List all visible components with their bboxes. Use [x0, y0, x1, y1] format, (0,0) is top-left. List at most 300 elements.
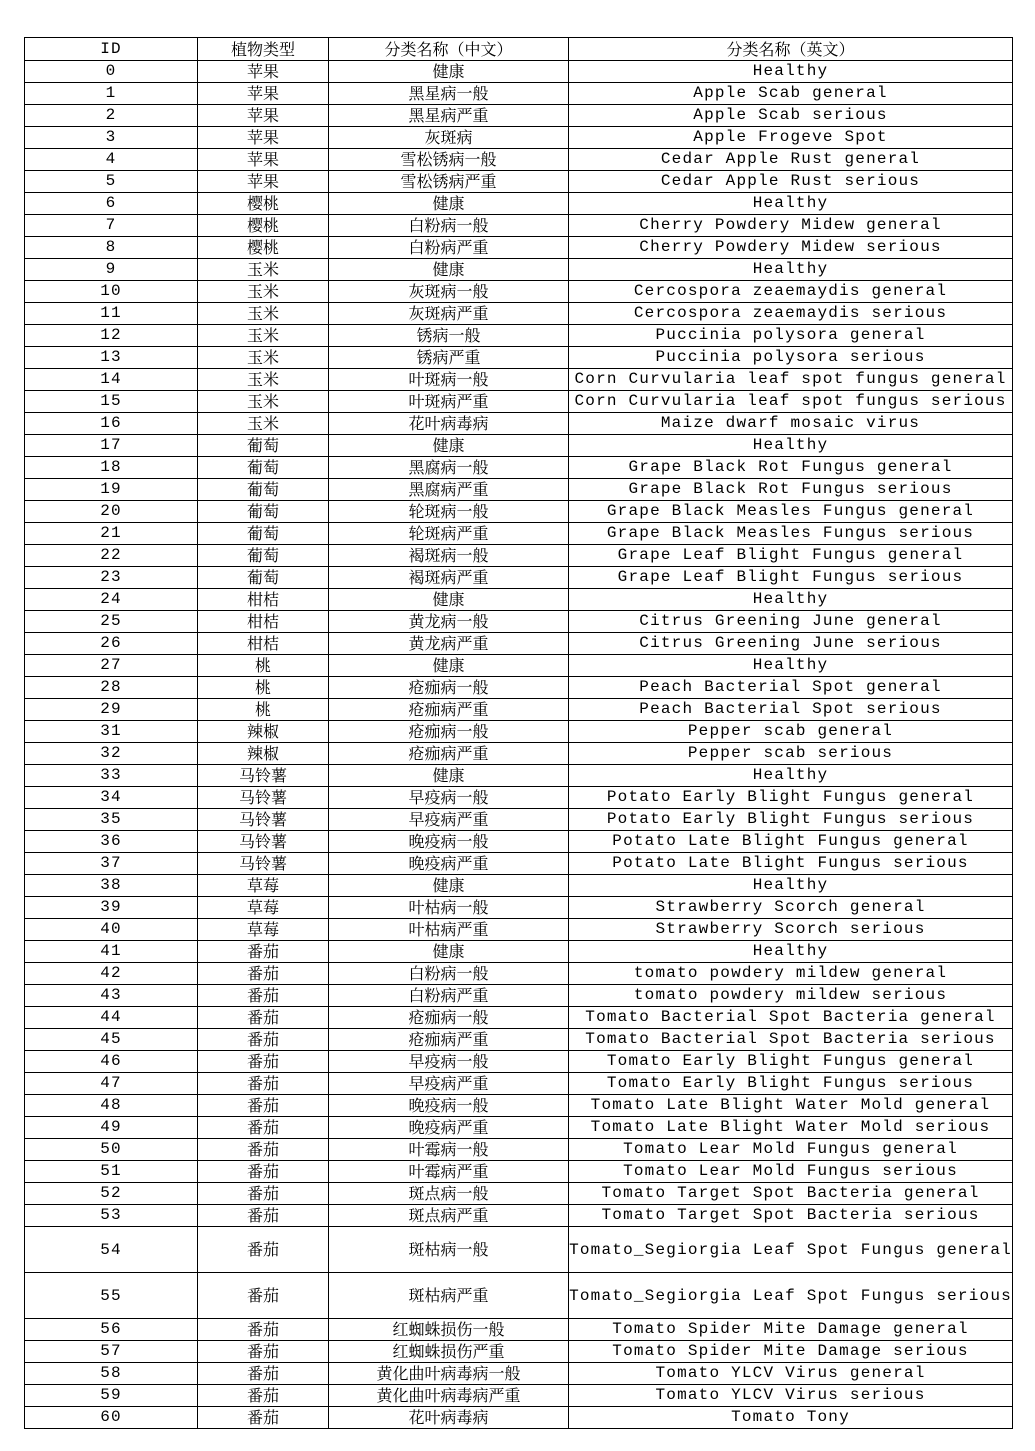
cell-name-chinese: 叶枯病一般	[329, 897, 569, 919]
cell-name-english: Healthy	[569, 875, 1013, 897]
cell-plant-type: 苹果	[198, 105, 329, 127]
disease-class-table	[24, 37, 1013, 1429]
table-row	[25, 413, 1013, 435]
table-row	[25, 105, 1013, 127]
table-row	[25, 457, 1013, 479]
cell-name-chinese: 疮痂病严重	[329, 699, 569, 721]
cell-id: 18	[25, 457, 198, 479]
cell-plant-type: 葡萄	[198, 567, 329, 589]
cell-name-english: Citrus Greening June serious	[569, 633, 1013, 655]
cell-plant-type: 苹果	[198, 171, 329, 193]
cell-plant-type: 桃	[198, 677, 329, 699]
cell-id: 54	[25, 1227, 198, 1273]
table-row	[25, 1029, 1013, 1051]
cell-plant-type: 番茄	[198, 1095, 329, 1117]
cell-name-english: Cedar Apple Rust serious	[569, 171, 1013, 193]
table-row	[25, 875, 1013, 897]
cell-plant-type: 柑桔	[198, 611, 329, 633]
cell-plant-type: 桃	[198, 699, 329, 721]
cell-id: 28	[25, 677, 198, 699]
cell-name-chinese: 疮痂病一般	[329, 677, 569, 699]
table-row	[25, 281, 1013, 303]
cell-name-chinese: 锈病严重	[329, 347, 569, 369]
cell-plant-type: 番茄	[198, 1319, 329, 1341]
table-row	[25, 237, 1013, 259]
cell-id: 36	[25, 831, 198, 853]
cell-plant-type: 番茄	[198, 1029, 329, 1051]
cell-id: 3	[25, 127, 198, 149]
cell-plant-type: 番茄	[198, 963, 329, 985]
cell-name-chinese: 雪松锈病严重	[329, 171, 569, 193]
table-row	[25, 1227, 1013, 1273]
cell-name-chinese: 健康	[329, 875, 569, 897]
table-row	[25, 501, 1013, 523]
header-name-english: 分类名称（英文）	[569, 38, 1013, 61]
cell-id: 45	[25, 1029, 198, 1051]
table-row	[25, 215, 1013, 237]
cell-id: 23	[25, 567, 198, 589]
cell-plant-type: 苹果	[198, 83, 329, 105]
table-row	[25, 1051, 1013, 1073]
cell-name-chinese: 早疫病严重	[329, 809, 569, 831]
cell-plant-type: 樱桃	[198, 193, 329, 215]
table-row	[25, 1139, 1013, 1161]
cell-plant-type: 番茄	[198, 1161, 329, 1183]
cell-name-english: Grape Black Rot Fungus serious	[569, 479, 1013, 501]
cell-name-chinese: 疮痂病一般	[329, 1007, 569, 1029]
cell-name-english: Cherry Powdery Midew general	[569, 215, 1013, 237]
cell-id: 42	[25, 963, 198, 985]
cell-name-english: Puccinia polysora general	[569, 325, 1013, 347]
cell-id: 33	[25, 765, 198, 787]
table-row	[25, 1073, 1013, 1095]
cell-plant-type: 番茄	[198, 1139, 329, 1161]
cell-plant-type: 番茄	[198, 1073, 329, 1095]
table-row	[25, 655, 1013, 677]
table-row	[25, 149, 1013, 171]
cell-name-chinese: 叶枯病严重	[329, 919, 569, 941]
cell-name-chinese: 红蜘蛛损伤一般	[329, 1319, 569, 1341]
cell-name-chinese: 斑点病一般	[329, 1183, 569, 1205]
cell-plant-type: 马铃薯	[198, 853, 329, 875]
cell-name-chinese: 白粉病严重	[329, 985, 569, 1007]
cell-name-english: Apple Scab general	[569, 83, 1013, 105]
cell-plant-type: 番茄	[198, 1051, 329, 1073]
cell-name-chinese: 疮痂病严重	[329, 1029, 569, 1051]
table-row	[25, 743, 1013, 765]
table-row	[25, 1007, 1013, 1029]
cell-id: 8	[25, 237, 198, 259]
cell-name-english: Grape Black Rot Fungus general	[569, 457, 1013, 479]
cell-plant-type: 苹果	[198, 149, 329, 171]
cell-name-english: Grape Leaf Blight Fungus serious	[569, 567, 1013, 589]
cell-id: 32	[25, 743, 198, 765]
table-row	[25, 699, 1013, 721]
cell-id: 16	[25, 413, 198, 435]
cell-id: 34	[25, 787, 198, 809]
cell-id: 40	[25, 919, 198, 941]
table-row	[25, 1161, 1013, 1183]
cell-name-english: Potato Late Blight Fungus general	[569, 831, 1013, 853]
cell-name-english: Healthy	[569, 259, 1013, 281]
cell-plant-type: 玉米	[198, 347, 329, 369]
cell-name-chinese: 白粉病一般	[329, 215, 569, 237]
cell-id: 48	[25, 1095, 198, 1117]
cell-name-chinese: 健康	[329, 589, 569, 611]
cell-plant-type: 玉米	[198, 259, 329, 281]
cell-name-english: Strawberry Scorch general	[569, 897, 1013, 919]
cell-name-chinese: 晚疫病一般	[329, 831, 569, 853]
cell-name-english: Maize dwarf mosaic virus	[569, 413, 1013, 435]
table-row	[25, 919, 1013, 941]
cell-name-english: Puccinia polysora serious	[569, 347, 1013, 369]
table-row	[25, 677, 1013, 699]
cell-id: 31	[25, 721, 198, 743]
table-row	[25, 1183, 1013, 1205]
cell-plant-type: 柑桔	[198, 633, 329, 655]
cell-id: 46	[25, 1051, 198, 1073]
cell-name-english: Tomato_Segiorgia Leaf Spot Fungus general	[569, 1227, 1013, 1273]
cell-id: 51	[25, 1161, 198, 1183]
table-row	[25, 61, 1013, 83]
cell-name-chinese: 黑腐病一般	[329, 457, 569, 479]
cell-name-english: Grape Black Measles Fungus general	[569, 501, 1013, 523]
cell-id: 22	[25, 545, 198, 567]
cell-name-chinese: 灰斑病一般	[329, 281, 569, 303]
table-row	[25, 1205, 1013, 1227]
cell-name-chinese: 叶霉病严重	[329, 1161, 569, 1183]
cell-name-chinese: 褐斑病严重	[329, 567, 569, 589]
table-row	[25, 589, 1013, 611]
cell-name-chinese: 黑星病严重	[329, 105, 569, 127]
cell-plant-type: 番茄	[198, 1385, 329, 1407]
table-row	[25, 1363, 1013, 1385]
cell-name-english: Healthy	[569, 589, 1013, 611]
cell-name-english: Tomato Early Blight Fungus serious	[569, 1073, 1013, 1095]
cell-name-chinese: 早疫病一般	[329, 1051, 569, 1073]
cell-id: 12	[25, 325, 198, 347]
cell-name-english: Tomato Spider Mite Damage general	[569, 1319, 1013, 1341]
cell-plant-type: 番茄	[198, 1227, 329, 1273]
table-row	[25, 567, 1013, 589]
cell-id: 10	[25, 281, 198, 303]
table-row	[25, 1341, 1013, 1363]
cell-name-chinese: 晚疫病严重	[329, 853, 569, 875]
cell-plant-type: 番茄	[198, 985, 329, 1007]
cell-plant-type: 玉米	[198, 391, 329, 413]
cell-name-chinese: 花叶病毒病	[329, 413, 569, 435]
cell-id: 41	[25, 941, 198, 963]
table-row	[25, 171, 1013, 193]
table-row	[25, 1273, 1013, 1319]
cell-plant-type: 桃	[198, 655, 329, 677]
cell-id: 43	[25, 985, 198, 1007]
cell-plant-type: 草莓	[198, 875, 329, 897]
cell-id: 52	[25, 1183, 198, 1205]
cell-id: 47	[25, 1073, 198, 1095]
table-row	[25, 391, 1013, 413]
cell-name-chinese: 黑星病一般	[329, 83, 569, 105]
cell-name-english: Tomato Lear Mold Fungus serious	[569, 1161, 1013, 1183]
cell-name-chinese: 锈病一般	[329, 325, 569, 347]
cell-name-chinese: 叶斑病严重	[329, 391, 569, 413]
cell-name-english: Tomato Late Blight Water Mold serious	[569, 1117, 1013, 1139]
cell-plant-type: 番茄	[198, 1183, 329, 1205]
cell-name-chinese: 疮痂病一般	[329, 721, 569, 743]
cell-name-chinese: 轮斑病严重	[329, 523, 569, 545]
cell-id: 56	[25, 1319, 198, 1341]
table-row	[25, 435, 1013, 457]
cell-id: 37	[25, 853, 198, 875]
cell-name-english: Tomato Tony	[569, 1407, 1013, 1429]
cell-name-english: Tomato_Segiorgia Leaf Spot Fungus serious	[569, 1273, 1013, 1319]
cell-plant-type: 葡萄	[198, 479, 329, 501]
cell-name-english: Grape Black Measles Fungus serious	[569, 523, 1013, 545]
cell-name-english: Tomato YLCV Virus general	[569, 1363, 1013, 1385]
cell-name-english: Cherry Powdery Midew serious	[569, 237, 1013, 259]
table-header-row	[25, 38, 1013, 61]
cell-name-chinese: 灰斑病	[329, 127, 569, 149]
cell-id: 21	[25, 523, 198, 545]
cell-name-english: Apple Scab serious	[569, 105, 1013, 127]
cell-name-chinese: 早疫病严重	[329, 1073, 569, 1095]
table-row	[25, 831, 1013, 853]
table-row	[25, 303, 1013, 325]
table-row	[25, 963, 1013, 985]
cell-id: 15	[25, 391, 198, 413]
table-row	[25, 545, 1013, 567]
cell-plant-type: 番茄	[198, 1117, 329, 1139]
cell-name-chinese: 叶霉病一般	[329, 1139, 569, 1161]
table-row	[25, 325, 1013, 347]
cell-plant-type: 番茄	[198, 1363, 329, 1385]
table-row	[25, 721, 1013, 743]
cell-name-chinese: 健康	[329, 765, 569, 787]
cell-id: 13	[25, 347, 198, 369]
cell-plant-type: 番茄	[198, 1407, 329, 1429]
table-row	[25, 765, 1013, 787]
cell-name-chinese: 健康	[329, 259, 569, 281]
cell-id: 29	[25, 699, 198, 721]
cell-plant-type: 樱桃	[198, 237, 329, 259]
cell-plant-type: 番茄	[198, 1341, 329, 1363]
cell-plant-type: 马铃薯	[198, 831, 329, 853]
cell-id: 0	[25, 61, 198, 83]
cell-plant-type: 葡萄	[198, 457, 329, 479]
cell-name-chinese: 红蜘蛛损伤严重	[329, 1341, 569, 1363]
cell-name-english: Cedar Apple Rust general	[569, 149, 1013, 171]
cell-name-chinese: 黄龙病严重	[329, 633, 569, 655]
cell-name-chinese: 健康	[329, 193, 569, 215]
cell-id: 11	[25, 303, 198, 325]
table-row	[25, 1385, 1013, 1407]
header-name-chinese: 分类名称（中文）	[329, 38, 569, 61]
cell-id: 60	[25, 1407, 198, 1429]
cell-name-chinese: 晚疫病一般	[329, 1095, 569, 1117]
cell-id: 59	[25, 1385, 198, 1407]
cell-plant-type: 马铃薯	[198, 787, 329, 809]
cell-name-chinese: 黑腐病严重	[329, 479, 569, 501]
table-row	[25, 83, 1013, 105]
table-row	[25, 523, 1013, 545]
cell-plant-type: 葡萄	[198, 545, 329, 567]
cell-id: 25	[25, 611, 198, 633]
cell-name-english: Citrus Greening June general	[569, 611, 1013, 633]
cell-id: 19	[25, 479, 198, 501]
cell-plant-type: 草莓	[198, 897, 329, 919]
header-id: ID	[25, 38, 198, 61]
cell-name-chinese: 白粉病严重	[329, 237, 569, 259]
cell-id: 2	[25, 105, 198, 127]
table-row	[25, 985, 1013, 1007]
header-plant-type: 植物类型	[198, 38, 329, 61]
table-row	[25, 809, 1013, 831]
cell-name-chinese: 健康	[329, 435, 569, 457]
cell-id: 50	[25, 1139, 198, 1161]
cell-name-english: Tomato Target Spot Bacteria general	[569, 1183, 1013, 1205]
cell-name-english: Tomato Bacterial Spot Bacteria serious	[569, 1029, 1013, 1051]
cell-name-chinese: 雪松锈病一般	[329, 149, 569, 171]
table-body	[25, 61, 1013, 1429]
cell-name-english: Potato Late Blight Fungus serious	[569, 853, 1013, 875]
cell-name-chinese: 晚疫病严重	[329, 1117, 569, 1139]
cell-name-english: Corn Curvularia leaf spot fungus general	[569, 369, 1013, 391]
cell-name-english: Potato Early Blight Fungus serious	[569, 809, 1013, 831]
cell-id: 7	[25, 215, 198, 237]
cell-plant-type: 番茄	[198, 941, 329, 963]
cell-plant-type: 草莓	[198, 919, 329, 941]
cell-plant-type: 柑桔	[198, 589, 329, 611]
table-row	[25, 633, 1013, 655]
cell-name-english: Tomato Late Blight Water Mold general	[569, 1095, 1013, 1117]
cell-name-chinese: 斑枯病一般	[329, 1227, 569, 1273]
cell-name-chinese: 花叶病毒病	[329, 1407, 569, 1429]
cell-id: 55	[25, 1273, 198, 1319]
cell-name-chinese: 白粉病一般	[329, 963, 569, 985]
cell-plant-type: 葡萄	[198, 435, 329, 457]
cell-plant-type: 樱桃	[198, 215, 329, 237]
cell-name-english: Cercospora zeaemaydis general	[569, 281, 1013, 303]
cell-id: 24	[25, 589, 198, 611]
cell-name-english: Healthy	[569, 435, 1013, 457]
cell-plant-type: 马铃薯	[198, 809, 329, 831]
cell-name-chinese: 健康	[329, 61, 569, 83]
cell-id: 9	[25, 259, 198, 281]
cell-name-english: tomato powdery mildew serious	[569, 985, 1013, 1007]
table-row	[25, 611, 1013, 633]
cell-plant-type: 番茄	[198, 1205, 329, 1227]
cell-id: 14	[25, 369, 198, 391]
cell-plant-type: 玉米	[198, 413, 329, 435]
cell-name-english: Peach Bacterial Spot general	[569, 677, 1013, 699]
cell-name-english: Potato Early Blight Fungus general	[569, 787, 1013, 809]
cell-id: 49	[25, 1117, 198, 1139]
cell-name-chinese: 斑枯病严重	[329, 1273, 569, 1319]
cell-name-english: Healthy	[569, 61, 1013, 83]
cell-plant-type: 苹果	[198, 61, 329, 83]
cell-id: 58	[25, 1363, 198, 1385]
cell-id: 53	[25, 1205, 198, 1227]
cell-id: 4	[25, 149, 198, 171]
table-row	[25, 897, 1013, 919]
cell-name-chinese: 黄化曲叶病毒病严重	[329, 1385, 569, 1407]
cell-name-english: Apple Frogeve Spot	[569, 127, 1013, 149]
cell-name-english: Healthy	[569, 655, 1013, 677]
cell-name-chinese: 健康	[329, 655, 569, 677]
table-row	[25, 1407, 1013, 1429]
cell-name-english: tomato powdery mildew general	[569, 963, 1013, 985]
cell-id: 26	[25, 633, 198, 655]
cell-id: 39	[25, 897, 198, 919]
cell-name-chinese: 疮痂病严重	[329, 743, 569, 765]
cell-name-english: Grape Leaf Blight Fungus general	[569, 545, 1013, 567]
table-row	[25, 1095, 1013, 1117]
cell-id: 38	[25, 875, 198, 897]
table-row	[25, 1319, 1013, 1341]
table-row	[25, 1117, 1013, 1139]
cell-name-english: Healthy	[569, 765, 1013, 787]
table-row	[25, 479, 1013, 501]
cell-name-english: Tomato Early Blight Fungus general	[569, 1051, 1013, 1073]
cell-name-chinese: 黄化曲叶病毒病一般	[329, 1363, 569, 1385]
cell-plant-type: 葡萄	[198, 523, 329, 545]
cell-id: 35	[25, 809, 198, 831]
table-row	[25, 369, 1013, 391]
cell-id: 1	[25, 83, 198, 105]
cell-plant-type: 辣椒	[198, 743, 329, 765]
cell-name-english: Tomato Spider Mite Damage serious	[569, 1341, 1013, 1363]
cell-id: 20	[25, 501, 198, 523]
table-row	[25, 193, 1013, 215]
cell-name-english: Corn Curvularia leaf spot fungus serious	[569, 391, 1013, 413]
cell-plant-type: 玉米	[198, 325, 329, 347]
cell-name-chinese: 早疫病一般	[329, 787, 569, 809]
cell-plant-type: 玉米	[198, 369, 329, 391]
cell-plant-type: 番茄	[198, 1007, 329, 1029]
cell-name-english: Tomato Bacterial Spot Bacteria general	[569, 1007, 1013, 1029]
table-row	[25, 259, 1013, 281]
cell-name-chinese: 轮斑病一般	[329, 501, 569, 523]
cell-name-chinese: 黄龙病一般	[329, 611, 569, 633]
cell-name-english: Tomato Target Spot Bacteria serious	[569, 1205, 1013, 1227]
cell-name-english: Strawberry Scorch serious	[569, 919, 1013, 941]
cell-id: 57	[25, 1341, 198, 1363]
cell-name-chinese: 斑点病严重	[329, 1205, 569, 1227]
table-row	[25, 347, 1013, 369]
table-row	[25, 853, 1013, 875]
cell-name-english: Tomato Lear Mold Fungus general	[569, 1139, 1013, 1161]
cell-name-chinese: 灰斑病严重	[329, 303, 569, 325]
cell-plant-type: 苹果	[198, 127, 329, 149]
cell-name-english: Peach Bacterial Spot serious	[569, 699, 1013, 721]
cell-plant-type: 玉米	[198, 303, 329, 325]
table-row	[25, 941, 1013, 963]
cell-name-english: Healthy	[569, 193, 1013, 215]
table-row	[25, 127, 1013, 149]
cell-plant-type: 玉米	[198, 281, 329, 303]
cell-name-chinese: 健康	[329, 941, 569, 963]
cell-name-english: Pepper scab general	[569, 721, 1013, 743]
cell-name-english: Tomato YLCV Virus serious	[569, 1385, 1013, 1407]
cell-plant-type: 马铃薯	[198, 765, 329, 787]
table-row	[25, 787, 1013, 809]
cell-id: 44	[25, 1007, 198, 1029]
cell-plant-type: 辣椒	[198, 721, 329, 743]
cell-name-english: Healthy	[569, 941, 1013, 963]
cell-id: 17	[25, 435, 198, 457]
cell-id: 6	[25, 193, 198, 215]
cell-name-chinese: 叶斑病一般	[329, 369, 569, 391]
